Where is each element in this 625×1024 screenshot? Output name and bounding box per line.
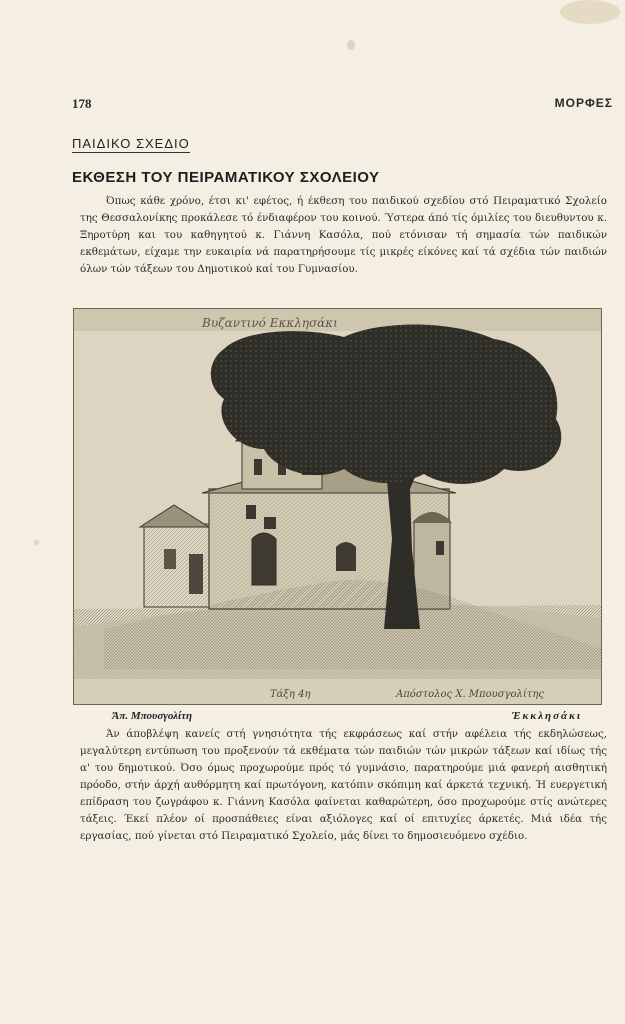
paper-stain (34, 540, 39, 545)
drawing-title: Βυζαντινό Εκκλησάκι (202, 316, 338, 330)
page-number: 178 (72, 96, 92, 111)
paper-stain (347, 40, 355, 50)
figure-captions (112, 710, 582, 726)
caption-artist: Άπ. Μπουσγολίτη (112, 710, 193, 722)
page-header (72, 96, 613, 116)
caption-title: Έκκλησάκι (511, 710, 582, 722)
drawing-illustration (74, 309, 601, 704)
paper-stain (560, 0, 620, 24)
intro-paragraph: Όπως κάθε χρόνο, έτσι κι' εφέτος, ή έκθεση του παιδικού σχεδίου στό Πειραματικό Σχολείο της Θεσσαλονίκης προκάλεσε τό ένδιαφέρον του κοινού. Ύστερα άπό τίς όμιλίες του διευθυντου κ. Ξηροτύρη και του καθηγητού κ. Γιάννη Κασόλα, πού ετόνισαν τή σημασία τών παιδικών εκθεμάτων, είχαμε την ευκαιρία νά παρατηρήσουμε τίς μικρές είκόνες καί τά σχέδια τών παιδιών όλων τών τάξεων του Δημοτικού καί του Γυμνασίου. (80, 195, 607, 275)
magazine-name: ΜΟΡΦΕΣ (554, 96, 613, 110)
church-drawing (73, 308, 602, 705)
article-title: ΕΚΘΕΣΗ ΤΟΥ ΠΕΙΡΑΜΑΤΙΚΟΥ ΣΧΟΛΕΙΟΥ (72, 169, 380, 186)
article-intro (80, 193, 607, 278)
drawing-class-label: Τάξη 4η (270, 689, 311, 700)
body-paragraph: Άν άποβλέψη κανείς στή γνησιότητα τής εκφράσεως καί στήν αφέλεια τής εκδηλώσεως, μεγαλύτερη εντύπωση του προξενούν τά εκθέματα τών παιδιών τών μικρών τάξεων καί ιδίως τής α' του δημοτικού. Όσο όμως προχωρούμε πρός τό γυμνάσιο, παρατηρούμε μιά φανερή αισθητική πρόοδο, στήν άρχή αυθόρμητη καί πρωτόγονη, κατόπιν σκόπιμη καί άρκετά τεχνική. Ή ευεργετική επίδραση του ζωγράφου κ. Γιάννη Κασόλα φαίνεται καθαρώτερη, όσο προχωρούμε στίς ανώτερες τάξεις. Έκεί πλέον οί προσπάθειες είναι αξιόλογες καί οί επιτυχίες άρκετές. Μιά ιδέα τής εργασίας, πού γίνεται στό Πειραματικό Σχολείο, μάς δίνει το δημοσιευόμενο σχέδιο. (80, 728, 607, 842)
article-body (80, 726, 607, 845)
section-title: ΠΑΙΔΙΚΟ ΣΧΕΔΙΟ (72, 136, 190, 151)
drawing-signature: Απόστολος Χ. Μπουσγολίτης (396, 689, 544, 700)
